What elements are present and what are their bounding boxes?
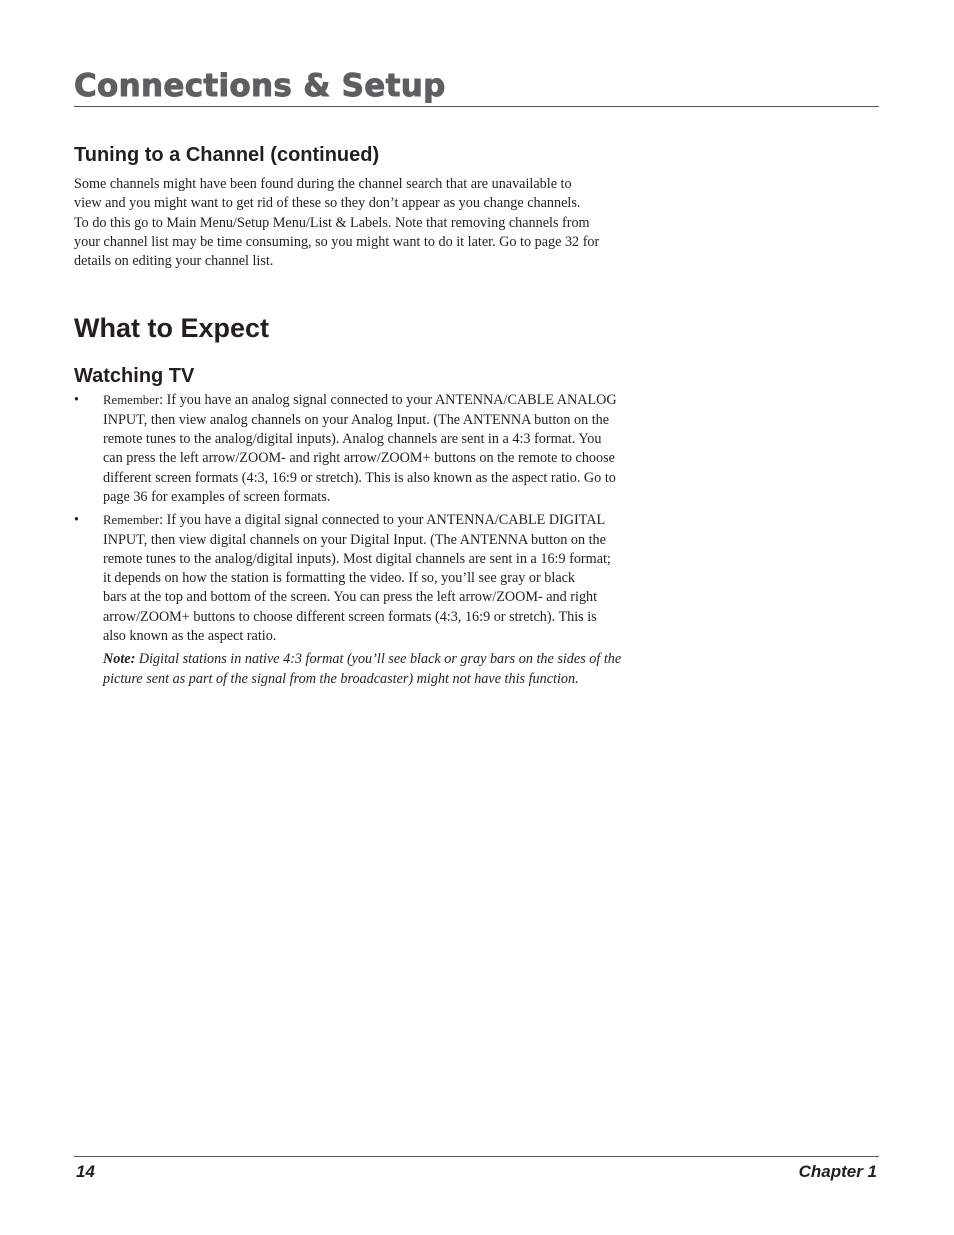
note-paragraph [103,650,719,689]
text-line: it depends on how the station is formatting the video. If so, you’ll see gray or black [103,570,576,587]
chapter-label: Chapter 1 [798,1162,877,1181]
bullet-lead: Remember [103,513,160,528]
text-line: remote tunes to the analog/digital inputs). Analog channels are sent in a 4:3 format. You [103,431,602,448]
main-content [74,142,719,689]
text-line: your channel list may be time consuming, so you might want to do it later. Go to page 32 for [74,233,600,250]
text-line: Digital stations in native 4:3 format (you’ll see black or gray bars on the sides of the [135,651,622,668]
bullet-icon: • [74,512,79,529]
tuning-paragraph [74,175,719,271]
page-header [74,66,879,107]
text-line: can press the left arrow/ZOOM- and right arrow/ZOOM+ buttons on the remote to choose [103,450,615,467]
list-item [74,391,719,507]
text-line: details on editing your channel list. [74,253,274,270]
section-heading-what-to-expect: What to Expect [74,313,270,344]
text-line: Some channels might have been found during the channel search that are unavailable to [74,176,572,192]
text-line: INPUT, then view analog channels on your Analog Input. (The ANTENNA button on the [103,411,610,428]
text-line: picture sent as part of the signal from the broadcaster) might not have this function. [103,670,579,687]
section-heading-watching-tv: Watching TV [74,365,195,388]
text-line: : If you have an analog signal connected to your ANTENNA/CABLE ANALOG [159,392,617,409]
page-number: 14 [76,1162,95,1181]
text-line: To do this go to Main Menu/Setup Menu/List & Labels. Note that removing channels from [74,214,590,231]
text-line: arrow/ZOOM+ buttons to choose different screen formats (4:3, 16:9 or stretch). This is [103,608,597,625]
bullet-icon: • [74,392,79,409]
list-item [74,511,719,646]
note-lead: Note: [103,651,136,668]
text-line: INPUT, then view digital channels on your Digital Input. (The ANTENNA button on the [103,531,606,548]
text-line: remote tunes to the analog/digital inputs). Most digital channels are sent in a 16:9 format; [103,550,611,567]
bullet-list [74,391,719,646]
text-line: page 36 for examples of screen formats. [103,488,331,505]
text-line: : If you have a digital signal connected to your ANTENNA/CABLE DIGITAL [159,512,606,529]
text-line: different screen formats (4:3, 16:9 or stretch). This is also known as the aspect ratio. Go to [103,469,616,486]
text-line: view and you might want to get rid of these so they don’t appear as you change channels. [74,195,581,212]
text-line: bars at the top and bottom of the screen. You can press the left arrow/ZOOM- and right [103,589,598,606]
section-heading-tuning: Tuning to a Channel (continued) [74,144,380,166]
page-footer [74,1156,879,1187]
bullet-lead: Remember [103,393,160,408]
page-title: Connections & Setup [74,68,446,104]
text-line: also known as the aspect ratio. [103,628,277,645]
